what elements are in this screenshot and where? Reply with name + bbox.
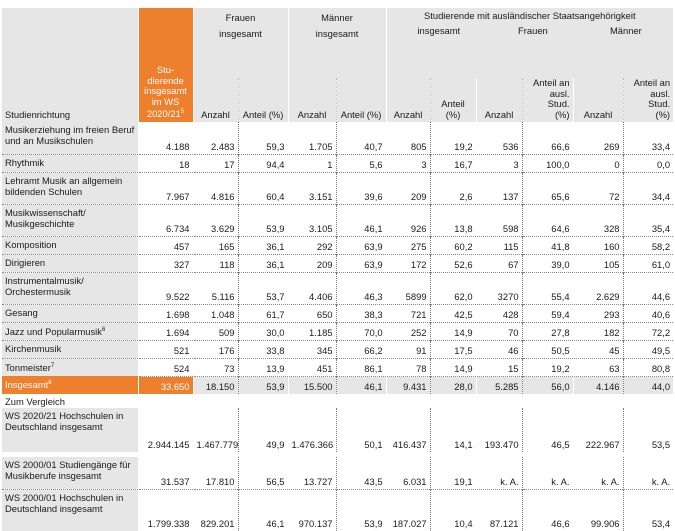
cell-value: 50,5 bbox=[522, 340, 573, 358]
cell-value: 53,5 bbox=[623, 408, 673, 452]
cell-value: 14,1 bbox=[430, 408, 476, 452]
cell-value: 536 bbox=[476, 122, 522, 154]
row-label: Insgesamt$^8$ bbox=[2, 376, 138, 394]
statistics-table bbox=[2, 8, 673, 531]
row-label: Tonmeister$^7$ bbox=[2, 358, 138, 376]
row-label: Komposition bbox=[2, 236, 138, 254]
cell-value: 829.201 bbox=[193, 489, 238, 531]
cell-value: 5,6 bbox=[336, 154, 386, 172]
cell-value: 209 bbox=[288, 254, 336, 272]
cell-value: 1 bbox=[288, 154, 336, 172]
cell-value: 67 bbox=[476, 254, 522, 272]
cell-value: 269 bbox=[573, 122, 623, 154]
cell-value: 40,7 bbox=[336, 122, 386, 154]
cell-value: 100,0 bbox=[522, 154, 573, 172]
row-label: Instrumentalmusik/ Orchestermusik bbox=[2, 272, 138, 304]
row-label: Dirigieren bbox=[2, 254, 138, 272]
table-row bbox=[2, 304, 673, 322]
cell-value: 45 bbox=[573, 340, 623, 358]
header-studienrichtung: Studienrichtung bbox=[2, 8, 138, 122]
cell-value: 1.694 bbox=[138, 322, 193, 340]
cell-value: 2.944.145 bbox=[138, 408, 193, 452]
cell-value: 176 bbox=[193, 340, 238, 358]
cell-value: 18 bbox=[138, 154, 193, 172]
cell-value: 56,0 bbox=[522, 376, 573, 394]
row-label: WS 2000/01 Hochschulen in Deutschland insgesamt bbox=[2, 489, 138, 531]
cell-value: 193.470 bbox=[476, 408, 522, 452]
cell-value: 4.816 bbox=[193, 172, 238, 204]
row-label: WS 2000/01 Studiengänge für Musikberufe insgesamt bbox=[2, 457, 138, 489]
cell-value: 53,9 bbox=[336, 489, 386, 531]
comparison-row bbox=[2, 489, 673, 531]
header-sub-anteil_ausl: Anteil an ausl. Stud. (%) bbox=[623, 78, 673, 122]
cell-value: 86,1 bbox=[336, 358, 386, 376]
row-label: Jazz und Popularmusik$^6$ bbox=[2, 322, 138, 340]
row-label: Musikerziehung im freien Beruf und an Musikschulen bbox=[2, 122, 138, 154]
cell-value: 87.121 bbox=[476, 489, 522, 531]
total-row bbox=[2, 376, 673, 394]
cell-value: 9.431 bbox=[386, 376, 430, 394]
cell-value: 62,0 bbox=[430, 272, 476, 304]
cell-value: 30,0 bbox=[238, 322, 288, 340]
cell-value: 41,8 bbox=[522, 236, 573, 254]
cell-value: 63,9 bbox=[336, 236, 386, 254]
cell-value: 521 bbox=[138, 340, 193, 358]
cell-value: 14,9 bbox=[430, 358, 476, 376]
cell-value: 165 bbox=[193, 236, 238, 254]
cell-value: 53,7 bbox=[238, 272, 288, 304]
table-row bbox=[2, 272, 673, 304]
table-row bbox=[2, 322, 673, 340]
cell-value: 3.105 bbox=[288, 204, 336, 236]
cell-value: 9.522 bbox=[138, 272, 193, 304]
cell-value: 31.537 bbox=[138, 457, 193, 489]
cell-value: 451 bbox=[288, 358, 336, 376]
comparison-row bbox=[2, 408, 673, 452]
row-label: Gesang bbox=[2, 304, 138, 322]
cell-value: 46,1 bbox=[238, 489, 288, 531]
cell-value: 6.031 bbox=[386, 457, 430, 489]
cell-value: 70,0 bbox=[336, 322, 386, 340]
cell-value: 94,4 bbox=[238, 154, 288, 172]
cell-value: 80,8 bbox=[623, 358, 673, 376]
cell-value: 53,4 bbox=[623, 489, 673, 531]
cell-value: 46,1 bbox=[336, 204, 386, 236]
cell-value: 28,0 bbox=[430, 376, 476, 394]
row-label: WS 2020/21 Hochschulen in Deutschland insgesamt bbox=[2, 408, 138, 452]
cell-value: 91 bbox=[386, 340, 430, 358]
header-total-students: Stu- dierende insgesamt im WS $2020/21^5$ bbox=[138, 8, 193, 122]
cell-value: 60,2 bbox=[430, 236, 476, 254]
cell-value: 0 bbox=[573, 154, 623, 172]
cell-value: 1.185 bbox=[288, 322, 336, 340]
cell-value: 182 bbox=[573, 322, 623, 340]
header-sub-anteil_ausl: Anteil an ausl. Stud. (%) bbox=[522, 78, 573, 122]
cell-value: 49,9 bbox=[238, 408, 288, 452]
cell-value: 17.810 bbox=[193, 457, 238, 489]
cell-value: 66,2 bbox=[336, 340, 386, 358]
header-sub-anzahl: Anzahl bbox=[386, 78, 430, 122]
cell-value: 5899 bbox=[386, 272, 430, 304]
cell-value: 509 bbox=[193, 322, 238, 340]
cell-value: 64,6 bbox=[522, 204, 573, 236]
cell-value: 275 bbox=[386, 236, 430, 254]
cell-value: k. A. bbox=[522, 457, 573, 489]
cell-value: 3.151 bbox=[288, 172, 336, 204]
cell-value: 72,2 bbox=[623, 322, 673, 340]
cell-value: 55,4 bbox=[522, 272, 573, 304]
cell-value: 5.116 bbox=[193, 272, 238, 304]
cell-value: 3 bbox=[386, 154, 430, 172]
cell-value: 105 bbox=[573, 254, 623, 272]
cell-value: 39,6 bbox=[336, 172, 386, 204]
cell-value: 61,7 bbox=[238, 304, 288, 322]
cell-value: 61,0 bbox=[623, 254, 673, 272]
cell-value: 137 bbox=[476, 172, 522, 204]
cell-value: 13.727 bbox=[288, 457, 336, 489]
cell-value: 293 bbox=[573, 304, 623, 322]
cell-value: 43,5 bbox=[336, 457, 386, 489]
cell-value: 59,3 bbox=[238, 122, 288, 154]
cell-value: 187.027 bbox=[386, 489, 430, 531]
cell-value: 50,1 bbox=[336, 408, 386, 452]
cell-value: 15 bbox=[476, 358, 522, 376]
table-row bbox=[2, 154, 673, 172]
cell-value: 4.188 bbox=[138, 122, 193, 154]
header-foreign-title: Studierende mit ausländischer Staatsangehörigkeit bbox=[424, 10, 636, 21]
cell-value: 36,1 bbox=[238, 236, 288, 254]
cell-value: 118 bbox=[193, 254, 238, 272]
header-sub-anteil: Anteil (%) bbox=[238, 78, 288, 122]
header-women-total: Frauen insgesamt bbox=[193, 8, 288, 78]
header-foreign-men: Männer bbox=[610, 25, 642, 36]
comparison-label: Zum Vergleich bbox=[2, 394, 673, 408]
cell-value: 53,9 bbox=[238, 376, 288, 394]
cell-value: 36,1 bbox=[238, 254, 288, 272]
cell-value: 3270 bbox=[476, 272, 522, 304]
cell-value: 17,5 bbox=[430, 340, 476, 358]
cell-value: 4.146 bbox=[573, 376, 623, 394]
cell-value: 7.967 bbox=[138, 172, 193, 204]
cell-value: 252 bbox=[386, 322, 430, 340]
cell-value: 65,6 bbox=[522, 172, 573, 204]
row-label: Rhythmik bbox=[2, 154, 138, 172]
cell-value: 58,2 bbox=[623, 236, 673, 254]
row-label: Kirchenmusik bbox=[2, 340, 138, 358]
cell-value: 59,4 bbox=[522, 304, 573, 322]
cell-value: 416.437 bbox=[386, 408, 430, 452]
cell-value: 44,6 bbox=[623, 272, 673, 304]
cell-value: 72 bbox=[573, 172, 623, 204]
cell-value: 1.698 bbox=[138, 304, 193, 322]
header-foreign-total: insgesamt bbox=[417, 25, 461, 36]
cell-value: 2,6 bbox=[430, 172, 476, 204]
cell-value: 1.476.366 bbox=[288, 408, 336, 452]
header-foreign-sub bbox=[392, 25, 673, 36]
cell-value: 42,5 bbox=[430, 304, 476, 322]
cell-value: 39,0 bbox=[522, 254, 573, 272]
header-sub-anzahl: Anzahl bbox=[193, 78, 238, 122]
cell-value: 328 bbox=[573, 204, 623, 236]
cell-value: 46,3 bbox=[336, 272, 386, 304]
table-row bbox=[2, 122, 673, 154]
cell-value: 172 bbox=[386, 254, 430, 272]
cell-value: 46 bbox=[476, 340, 522, 358]
cell-value: 457 bbox=[138, 236, 193, 254]
cell-value: 4.406 bbox=[288, 272, 336, 304]
header-men-total: Männer insgesamt bbox=[288, 8, 386, 78]
cell-value: 5.285 bbox=[476, 376, 522, 394]
cell-value: 53,9 bbox=[238, 204, 288, 236]
cell-value: 63,9 bbox=[336, 254, 386, 272]
cell-value: 1.467.779 bbox=[193, 408, 238, 452]
cell-value: 33,8 bbox=[238, 340, 288, 358]
header-foreign-women: Frauen bbox=[518, 25, 548, 36]
cell-value: 19,2 bbox=[430, 122, 476, 154]
cell-value: 40,6 bbox=[623, 304, 673, 322]
cell-value: 16,7 bbox=[430, 154, 476, 172]
cell-value: 13,8 bbox=[430, 204, 476, 236]
cell-value: 2.483 bbox=[193, 122, 238, 154]
cell-value: 63 bbox=[573, 358, 623, 376]
cell-value: 56,5 bbox=[238, 457, 288, 489]
cell-value: 66,6 bbox=[522, 122, 573, 154]
cell-value: 598 bbox=[476, 204, 522, 236]
cell-value: k. A. bbox=[623, 457, 673, 489]
cell-value: 19,1 bbox=[430, 457, 476, 489]
cell-value: 15.500 bbox=[288, 376, 336, 394]
cell-value: 49,5 bbox=[623, 340, 673, 358]
table-row bbox=[2, 172, 673, 204]
cell-value: 327 bbox=[138, 254, 193, 272]
cell-value: 2.629 bbox=[573, 272, 623, 304]
cell-value: 70 bbox=[476, 322, 522, 340]
cell-value: 14,9 bbox=[430, 322, 476, 340]
cell-value: 0,0 bbox=[623, 154, 673, 172]
cell-value: 10,4 bbox=[430, 489, 476, 531]
row-label: Lehramt Musik an allgemein bildenden Schulen bbox=[2, 172, 138, 204]
cell-value: 73 bbox=[193, 358, 238, 376]
cell-value: k. A. bbox=[476, 457, 522, 489]
cell-value: 33,4 bbox=[623, 122, 673, 154]
cell-value: 805 bbox=[386, 122, 430, 154]
cell-value: 17 bbox=[193, 154, 238, 172]
cell-value: 60,4 bbox=[238, 172, 288, 204]
row-label: Musikwissenschaft/ Musikgeschichte bbox=[2, 204, 138, 236]
cell-value: 428 bbox=[476, 304, 522, 322]
cell-value: 35,4 bbox=[623, 204, 673, 236]
comparison-row bbox=[2, 457, 673, 489]
cell-value: 970.137 bbox=[288, 489, 336, 531]
cell-value: 1.799.338 bbox=[138, 489, 193, 531]
cell-value: 650 bbox=[288, 304, 336, 322]
header-sub-anteil: Anteil (%) bbox=[430, 78, 476, 122]
header-sub-anzahl: Anzahl bbox=[573, 78, 623, 122]
cell-value: 115 bbox=[476, 236, 522, 254]
cell-value: k. A. bbox=[573, 457, 623, 489]
table-row bbox=[2, 204, 673, 236]
cell-value: 345 bbox=[288, 340, 336, 358]
cell-value: 13,9 bbox=[238, 358, 288, 376]
cell-value: 52,6 bbox=[430, 254, 476, 272]
cell-value: 292 bbox=[288, 236, 336, 254]
table-row bbox=[2, 340, 673, 358]
cell-value: 46,5 bbox=[522, 408, 573, 452]
cell-value: 721 bbox=[386, 304, 430, 322]
cell-value: 34,4 bbox=[623, 172, 673, 204]
header-sub-anzahl: Anzahl bbox=[288, 78, 336, 122]
header-sub-anteil: Anteil (%) bbox=[336, 78, 386, 122]
cell-value: 3.629 bbox=[193, 204, 238, 236]
cell-value: 78 bbox=[386, 358, 430, 376]
table-row bbox=[2, 254, 673, 272]
cell-value: 18.150 bbox=[193, 376, 238, 394]
cell-value: 19,2 bbox=[522, 358, 573, 376]
cell-value: 6.734 bbox=[138, 204, 193, 236]
cell-value: 1.048 bbox=[193, 304, 238, 322]
cell-value: 524 bbox=[138, 358, 193, 376]
cell-value: 160 bbox=[573, 236, 623, 254]
cell-value: 3 bbox=[476, 154, 522, 172]
cell-value: 926 bbox=[386, 204, 430, 236]
header-foreign-group bbox=[386, 8, 673, 78]
cell-value: 1.705 bbox=[288, 122, 336, 154]
cell-value: 33.650 bbox=[138, 376, 193, 394]
table-row bbox=[2, 358, 673, 376]
cell-value: 99.906 bbox=[573, 489, 623, 531]
cell-value: 222.967 bbox=[573, 408, 623, 452]
cell-value: 44,0 bbox=[623, 376, 673, 394]
table-row bbox=[2, 236, 673, 254]
cell-value: 46,6 bbox=[522, 489, 573, 531]
header-sub-anzahl: Anzahl bbox=[476, 78, 522, 122]
cell-value: 38,3 bbox=[336, 304, 386, 322]
cell-value: 27,8 bbox=[522, 322, 573, 340]
cell-value: 46,1 bbox=[336, 376, 386, 394]
cell-value: 209 bbox=[386, 172, 430, 204]
